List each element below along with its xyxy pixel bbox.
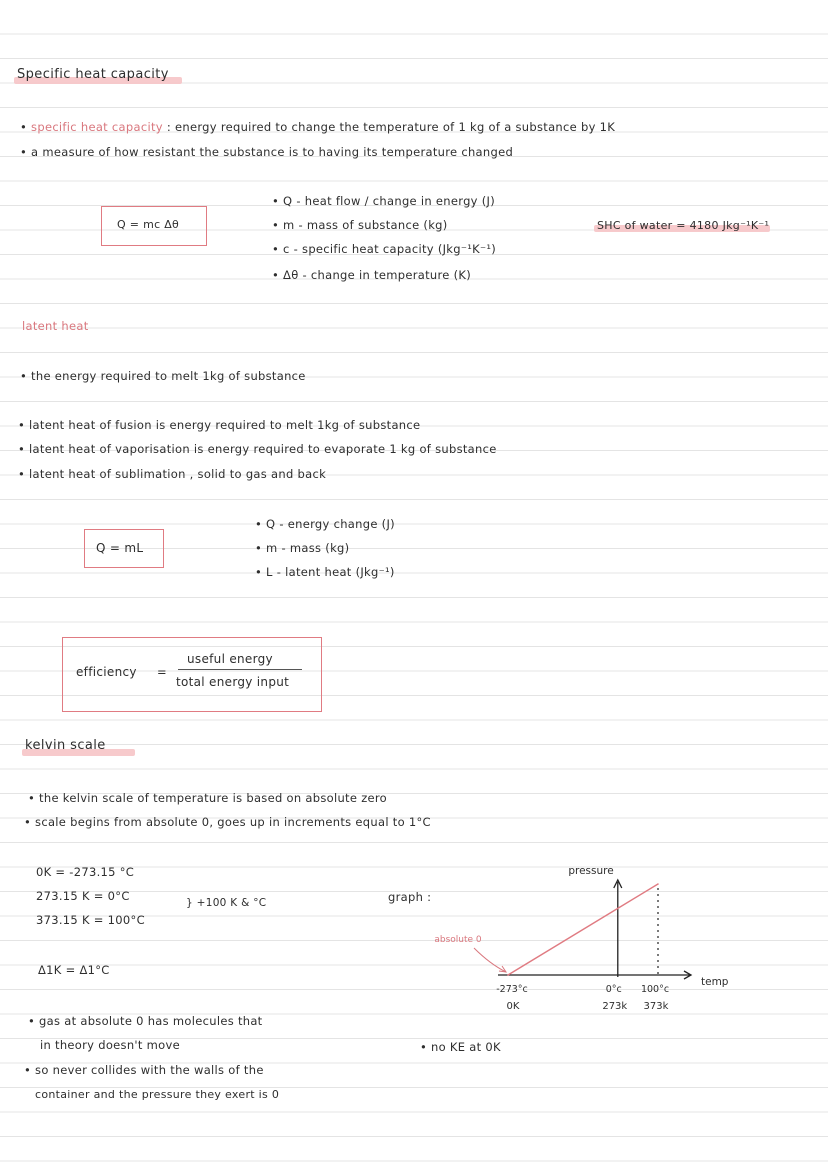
shc-var-m-text: m - mass of substance (kg) [283,218,448,232]
gas-line-3: • so never collides with the walls of the [24,1063,264,1077]
latent-def-text: the energy required to melt 1kg of substance [31,369,306,383]
annotation-label: absolute 0 [434,935,482,945]
gas-line-1: • gas at absolute 0 has molecules that [28,1014,263,1028]
shc-formula: Q = mc Δθ [117,218,180,231]
shc-colon: : [166,120,172,134]
efficiency-numerator: useful energy [187,652,273,666]
latent-type-sublimation: • latent heat of sublimation , solid to gas and back [18,467,327,481]
shc-def-text: energy required to change the temperature of 1 kg of a substance by 1K [175,120,616,134]
latent-type-sublimation-text: latent heat of sublimation , solid to gas and back [29,467,327,481]
y-axis-label: pressure [568,865,614,877]
gas-line-2: in theory doesn't move [40,1038,180,1052]
latent-type-fusion: • latent heat of fusion is energy required to melt 1kg of substance [18,418,421,432]
latent-var-m: • m - mass (kg) [255,541,350,555]
latent-type-vaporisation-text: latent heat of vaporisation is energy required to evaporate 1 kg of substance [29,442,497,456]
x-tick-label-kelvin: 0K [506,1001,520,1012]
x-axis-label: temp [701,976,729,988]
latent-var-q: • Q - energy change (J) [255,517,395,531]
latent-var-l-text: L - latent heat (Jkg⁻¹) [266,565,395,579]
shc-bullet-2: • a measure of how resistant the substance is to having its temperature changed [20,145,514,159]
kelvin-conv-1: 0K = -273.15 °C [36,865,135,879]
efficiency-label: efficiency [76,665,137,679]
gas-line-4: container and the pressure they exert is 0 [35,1088,280,1101]
graph-label: graph : [388,890,432,904]
heading-shc: Specific heat capacity [17,67,169,82]
heading-kelvin: kelvin scale [25,738,106,753]
shc-var-m: • m - mass of substance (kg) [272,218,448,232]
shc-definition: • specific heat capacity : energy required to change the temperature of 1 kg of a substance by 1K [20,120,616,134]
data-point [617,908,619,910]
latent-var-m-text: m - mass (kg) [266,541,350,555]
data-point [657,883,659,885]
gas-line-3-text: so never collides with the walls of the [35,1063,264,1077]
latent-type-fusion-text: latent heat of fusion is energy required to melt 1kg of substance [29,418,421,432]
shc-var-c: • c - specific heat capacity (Jkg⁻¹K⁻¹) [272,242,497,256]
kelvin-bullet-2: • scale begins from absolute 0, goes up in increments equal to 1°C [24,815,431,829]
latent-var-q-text: Q - energy change (J) [266,517,395,531]
shc-var-theta-text: Δθ - change in temperature (K) [283,268,471,282]
x-tick-label-celsius: 100°c [640,984,670,995]
kelvin-delta: Δ1K = Δ1°C [38,963,110,977]
kelvin-bullet-1-text: the kelvin scale of temperature is based on absolute zero [39,791,388,805]
efficiency-denominator: total energy input [176,675,290,689]
efficiency-equals: = [157,665,167,679]
shc-term: specific heat capacity [31,120,163,134]
shc-var-theta: • Δθ - change in temperature (K) [272,268,471,282]
x-tick-label-kelvin: 273k [602,1001,628,1012]
kelvin-conv-note: } +100 K & °C [186,897,267,909]
gas-line-1-text: gas at absolute 0 has molecules that [39,1014,263,1028]
latent-var-l: • L - latent heat (Jkg⁻¹) [255,565,395,579]
latent-type-vaporisation: • latent heat of vaporisation is energy required to evaporate 1 kg of substance [18,442,497,456]
shc-var-q: • Q - heat flow / change in energy (J) [272,194,496,208]
x-tick-label-kelvin: 373k [643,1001,669,1012]
latent-def: • the energy required to melt 1kg of substance [20,369,306,383]
latent-formula: Q = mL [96,541,144,555]
annotation-arrow [474,948,506,972]
kelvin-bullet-2-text: scale begins from absolute 0, goes up in increments equal to 1°C [35,815,431,829]
pressure-series-line [508,884,658,975]
no-ke-text: no KE at 0K [431,1040,501,1054]
kelvin-conv-2: 273.15 K = 0°C [36,889,130,903]
shc-water: SHC of water = 4180 Jkg⁻¹K⁻¹ [597,219,770,232]
data-point [507,974,509,976]
kelvin-bullet-1: • the kelvin scale of temperature is based on absolute zero [28,791,388,805]
shc-var-q-text: Q - heat flow / change in energy (J) [283,194,496,208]
shc-bullet-2-text: a measure of how resistant the substance is to having its temperature changed [31,145,514,159]
kelvin-conv-3: 373.15 K = 100°C [36,913,145,927]
x-tick-label-celsius: 0°c [605,984,622,995]
x-tick-label-celsius: -273°c [496,984,528,995]
heading-latent: latent heat [22,319,89,333]
no-ke-note: • no KE at 0K [420,1040,501,1054]
shc-var-c-text: c - specific heat capacity (Jkg⁻¹K⁻¹) [283,242,497,256]
